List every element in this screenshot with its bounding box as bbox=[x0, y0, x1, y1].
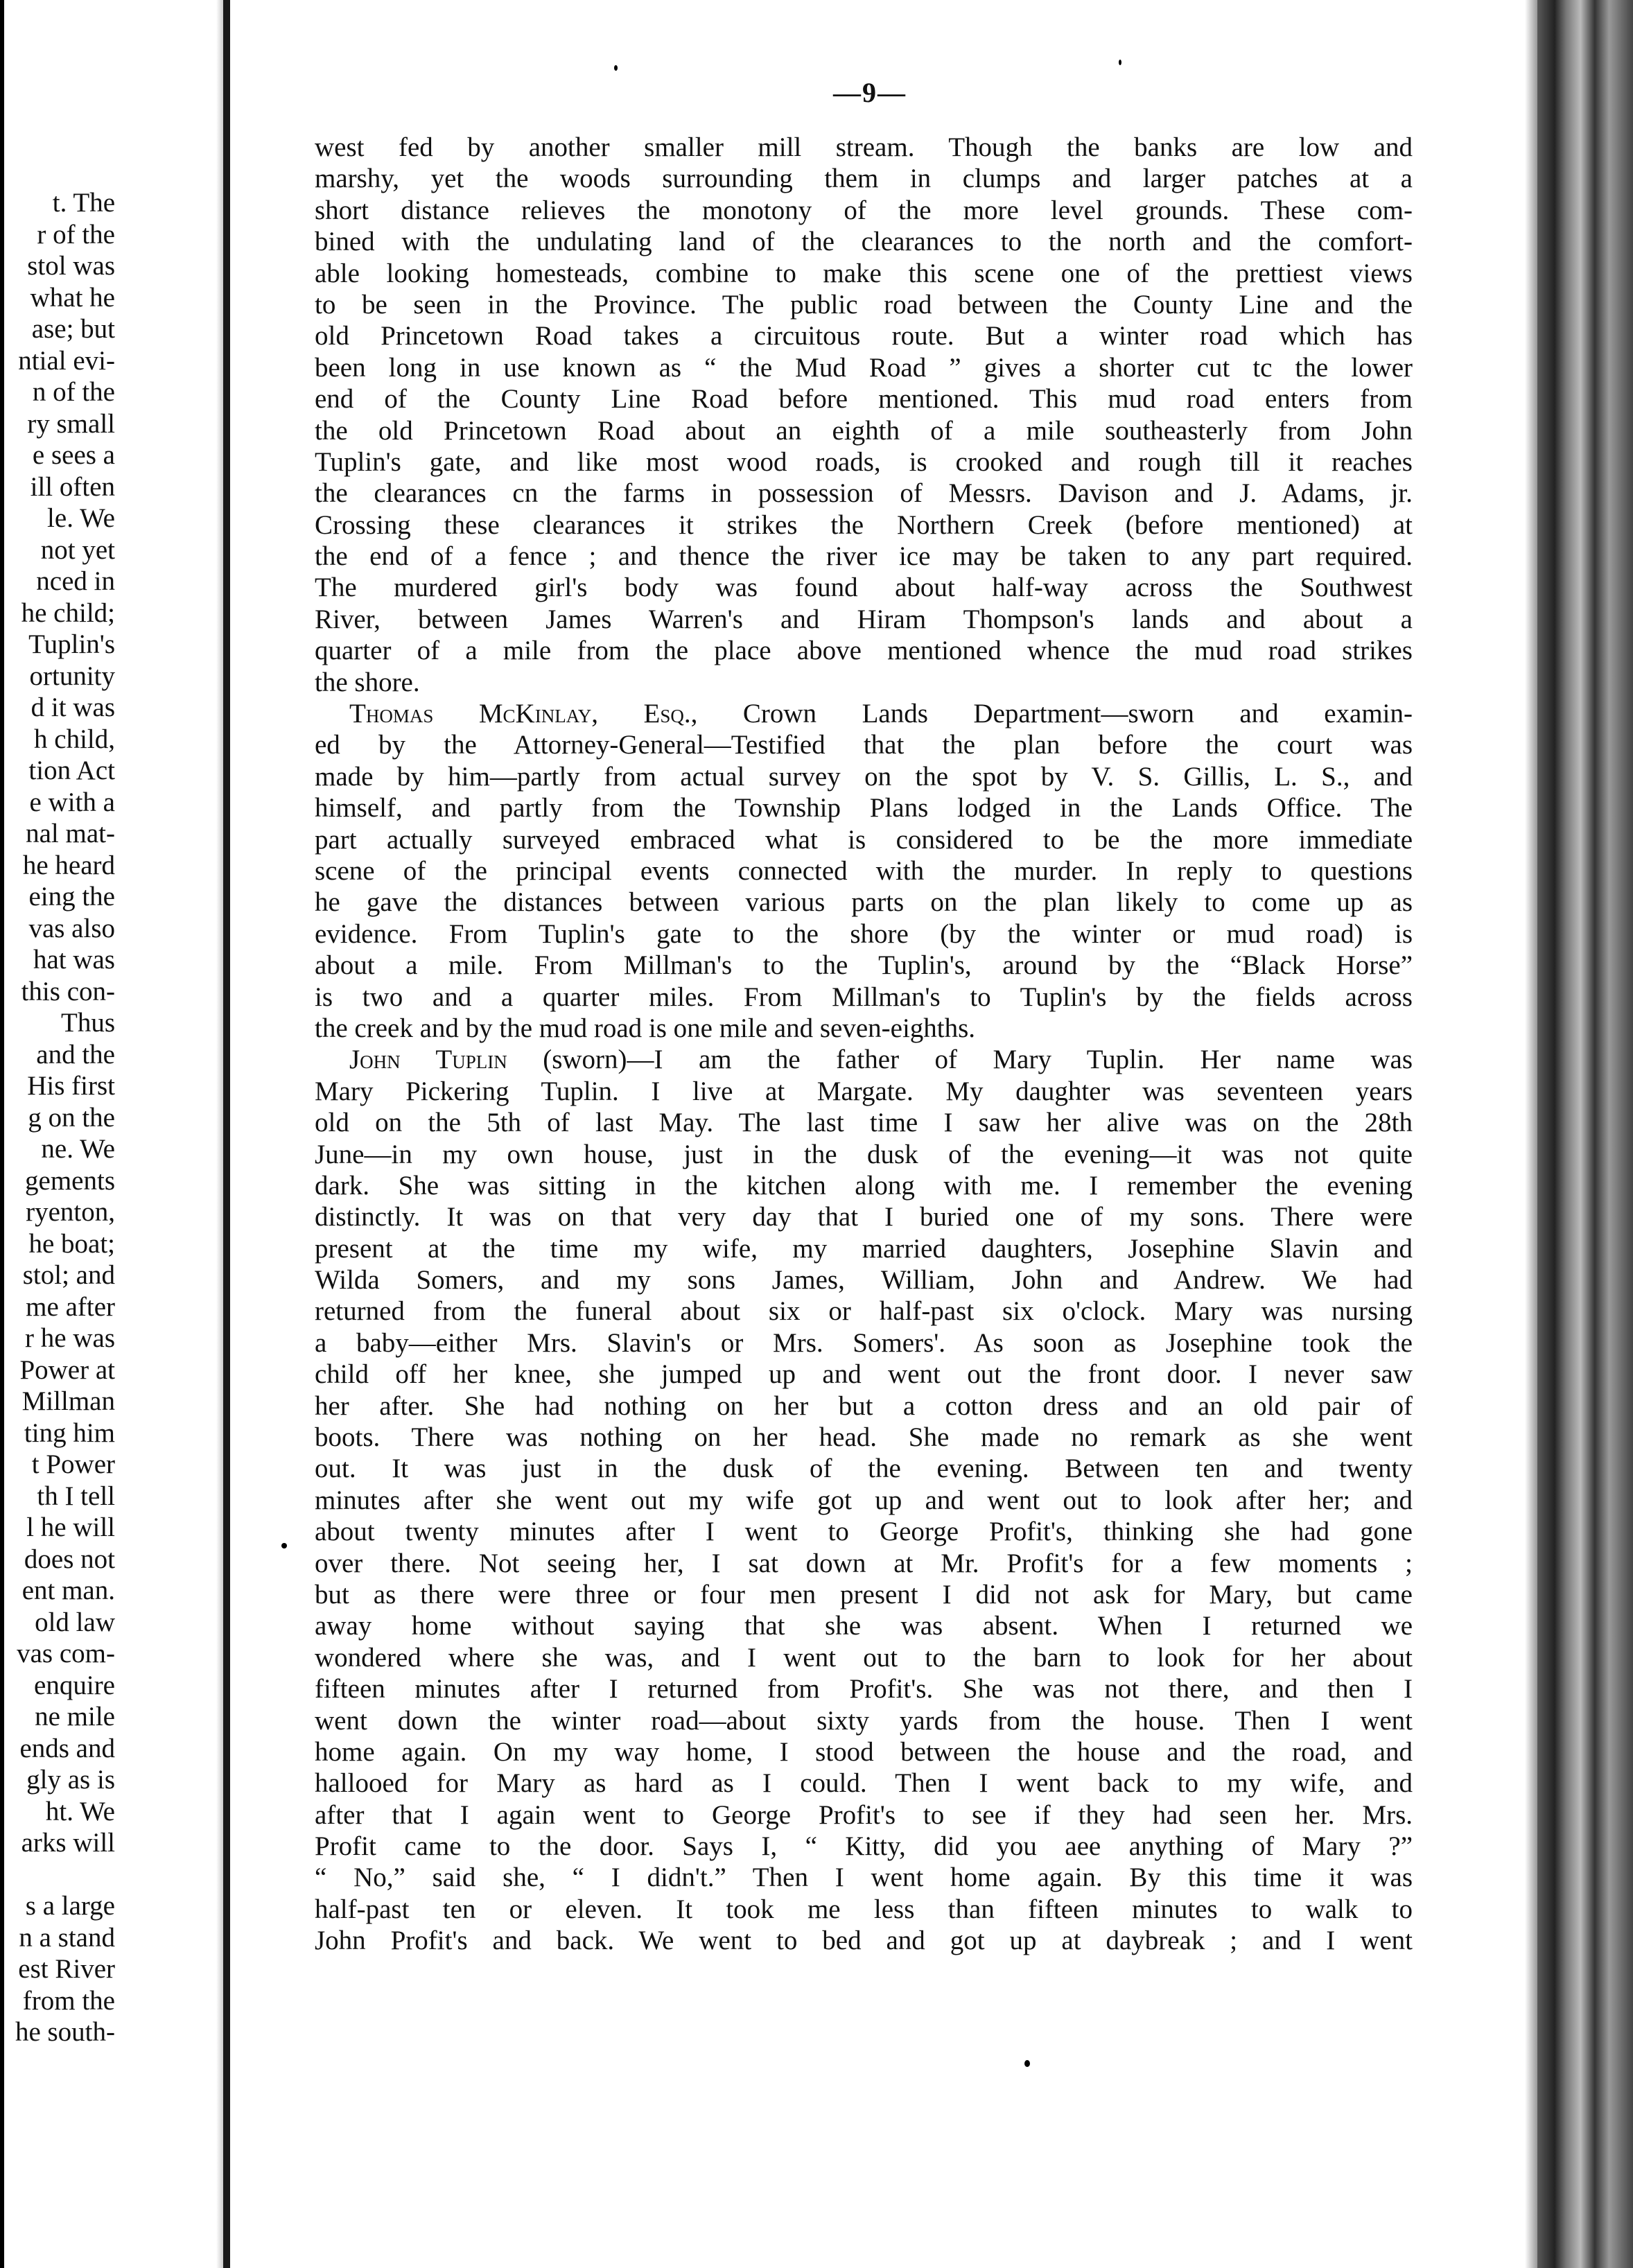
paragraph-tuplin-testimony bbox=[315, 1044, 1413, 1956]
text-line: out. It was just in the dusk of the evening. Between ten and twenty bbox=[315, 1454, 1413, 1484]
text-line: able looking homesteads, combine to make this scene one of the prettiest views bbox=[315, 258, 1413, 288]
witness-name: Thomas McKinlay, bbox=[349, 699, 598, 729]
text-line: Profit came to the door. Says I, “ Kitty, did you aee anything of Mary ?” bbox=[315, 1831, 1413, 1862]
text-line: June—in my own house, just in the dusk of the evening—it was not quite bbox=[315, 1139, 1413, 1169]
text-line: about twenty minutes after I went to George Profit's, thinking she had gone bbox=[315, 1517, 1413, 1547]
text-line: home again. On my way home, I stood between the house and the road, and bbox=[315, 1736, 1413, 1767]
fragment-line: he boat; bbox=[28, 1228, 115, 1259]
fragment-line: t Power bbox=[31, 1449, 115, 1479]
text-line: a baby—either Mrs. Slavin's or Mrs. Somers'. As soon as Josephine took the bbox=[315, 1327, 1413, 1358]
fragment-line: ht. We bbox=[45, 1796, 115, 1826]
fragment-line: vas also bbox=[28, 913, 115, 943]
speck bbox=[614, 65, 618, 71]
fragment-line: tion Act bbox=[28, 756, 115, 785]
page-gutter-shadow bbox=[216, 0, 223, 2268]
witness-title: Esq., bbox=[643, 699, 698, 729]
left-page-fragment bbox=[0, 187, 115, 2048]
fragment-line: e with a bbox=[29, 787, 115, 817]
text-line: Crossing these clearances it strikes the Northern Creek (before mentioned) at bbox=[315, 509, 1413, 540]
text-line: John Profit's and back. We went to bed and got up at daybreak ; and I went bbox=[315, 1926, 1413, 1956]
text-line: old on the 5th of last May. The last time I saw her alive was on the 28th bbox=[315, 1108, 1413, 1138]
fragment-line: le. We bbox=[47, 503, 115, 533]
text-line: away home without saying that she was absent. When I returned we bbox=[315, 1611, 1413, 1641]
fragment-line: from the bbox=[22, 1985, 115, 2016]
text-line: evidence. From Tuplin's gate to the shore (by the winter or mud road) is bbox=[315, 918, 1413, 949]
fragment-line: does not bbox=[24, 1544, 115, 1574]
fragment-line: ends and bbox=[19, 1733, 115, 1763]
fragment-line: he south- bbox=[15, 2017, 115, 2047]
fragment-line: Tuplin's bbox=[28, 629, 115, 659]
text-line bbox=[315, 1044, 1413, 1075]
text-line: boots. There was nothing on her head. She made no remark as she went bbox=[315, 1422, 1413, 1453]
text-line: himself, and partly from the Township Plans lodged in the Lands Office. The bbox=[315, 793, 1413, 823]
text-line: the creek and by the mud road is one mile and seven-eighths. bbox=[315, 1013, 976, 1043]
fragment-line: ill often bbox=[30, 471, 115, 502]
fragment-line: ortunity bbox=[29, 661, 115, 691]
fragment-line: Thus bbox=[61, 1008, 115, 1038]
text-line: half-past ten or eleven. It took me less than fifteen minutes to walk to bbox=[315, 1894, 1413, 1924]
text-line: old Princetown Road takes a circuitous route. But a winter road which has bbox=[315, 321, 1413, 351]
speck bbox=[1024, 2060, 1030, 2067]
fragment-line: l he will bbox=[26, 1512, 115, 1542]
fragment-line: eing the bbox=[28, 882, 115, 911]
text-line: end of the County Line Road before mentioned. This mud road enters from bbox=[315, 384, 1413, 415]
fragment-line: me after bbox=[26, 1291, 115, 1322]
page-gutter bbox=[223, 0, 230, 2268]
text-line: the shore. bbox=[315, 667, 420, 697]
fragment-line: r he was bbox=[25, 1323, 115, 1353]
text-line: River, between James Warren's and Hiram Thompson's lands and about a bbox=[315, 604, 1413, 634]
fragment-line: r of the bbox=[37, 219, 115, 250]
text-line: part actually surveyed embraced what is considered to be the more immediate bbox=[315, 824, 1413, 855]
book-binding bbox=[1537, 0, 1633, 2268]
line-text: (sworn)—I am the father of Mary Tuplin. Her name was bbox=[507, 1045, 1413, 1075]
fragment-line: h child, bbox=[34, 724, 115, 754]
fragment-line: vas com- bbox=[17, 1639, 115, 1668]
witness-name: John Tuplin bbox=[349, 1045, 507, 1075]
fragment-line: and the bbox=[36, 1039, 115, 1070]
fragment-line: est River bbox=[18, 1954, 115, 1984]
text-line: dark. She was sitting in the kitchen along with me. I remember the evening bbox=[315, 1170, 1413, 1201]
fragment-line: ry small bbox=[27, 408, 115, 439]
text-line: after that I again went to George Profit's to see if they had seen her. Mrs. bbox=[315, 1799, 1413, 1830]
fragment-line: what he bbox=[30, 282, 115, 313]
right-page-edge bbox=[1525, 0, 1537, 2268]
text-line: ed by the Attorney-General—Testified that the plan before the court was bbox=[315, 730, 1413, 760]
fragment-line: enquire bbox=[34, 1670, 115, 1700]
text-line: made by him—partly from actual survey on the spot by V. S. Gillis, L. S., and bbox=[315, 761, 1413, 792]
fragment-line: nal mat- bbox=[26, 819, 115, 848]
text-line: marshy, yet the woods surrounding them in clumps and larger patches at a bbox=[315, 164, 1413, 194]
text-line: wondered where she was, and I went out to the barn to look for her about bbox=[315, 1642, 1413, 1673]
fragment-line: g on the bbox=[28, 1102, 115, 1133]
text-line: about a mile. From Millman's to the Tuplin's, around by the “Black Horse” bbox=[315, 950, 1413, 981]
fragment-line: gements bbox=[25, 1165, 115, 1196]
fragment-line bbox=[0, 1859, 115, 1891]
fragment-line: n of the bbox=[32, 377, 115, 407]
paragraph-description bbox=[315, 132, 1413, 698]
fragment-line: hat was bbox=[33, 945, 115, 975]
text-line: present at the time my wife, my married daughters, Josephine Slavin and bbox=[315, 1233, 1413, 1264]
text-line: to be seen in the Province. The public road between the County Line and the bbox=[315, 289, 1413, 320]
fragment-line: stol; and bbox=[22, 1260, 115, 1290]
fragment-line: nced in bbox=[36, 566, 115, 596]
text-line: bined with the undulating land of the clearances to the north and the comfort- bbox=[315, 227, 1413, 257]
text-line: “ No,” said she, “ I didn't.” Then I went home again. By this time it was bbox=[315, 1863, 1413, 1893]
text-line: he gave the distances between various parts on the plan likely to come up as bbox=[315, 887, 1413, 918]
text-line: Tuplin's gate, and like most wood roads, is crooked and rough till it reaches bbox=[315, 446, 1413, 477]
fragment-line: ase; but bbox=[31, 314, 115, 344]
fragment-line: ent man. bbox=[21, 1576, 115, 1605]
fragment-line: Power at bbox=[19, 1354, 115, 1385]
text-line: her after. She had nothing on her but a cotton dress and an old pair of bbox=[315, 1390, 1413, 1421]
text-line: west fed by another smaller mill stream. Though the banks are low and bbox=[315, 132, 1413, 162]
fragment-line: he heard bbox=[22, 850, 115, 880]
text-line: The murdered girl's body was found about half-way across the Southwest bbox=[315, 573, 1413, 603]
text-line: scene of the principal events connected with the murder. In reply to questions bbox=[315, 855, 1413, 886]
text-line: Mary Pickering Tuplin. I live at Margate. My daughter was seventeen years bbox=[315, 1076, 1413, 1106]
text-line: the clearances cn the farms in possession of Messrs. Davison and J. Adams, jr. bbox=[315, 478, 1413, 509]
fragment-line: s a large bbox=[25, 1891, 115, 1921]
page-number: —9— bbox=[833, 77, 907, 108]
fragment-line: not yet bbox=[40, 534, 115, 565]
text-line: fifteen minutes after I returned from Profit's. She was not there, and then I bbox=[315, 1674, 1413, 1704]
text-line: the end of a fence ; and thence the river ice may be taken to any part required. bbox=[315, 541, 1413, 572]
line-text: Crown Lands Department—sworn and examin- bbox=[697, 699, 1413, 729]
text-line: the old Princetown Road about an eighth of a mile southeasterly from John bbox=[315, 415, 1413, 446]
fragment-line: t. The bbox=[52, 188, 115, 218]
fragment-line: ntial evi- bbox=[18, 345, 115, 376]
main-text-column bbox=[315, 132, 1413, 1957]
text-line: returned from the funeral about six or half-past six o'clock. Mary was nursing bbox=[315, 1296, 1413, 1327]
fragment-line: he child; bbox=[21, 597, 115, 628]
fragment-line: e sees a bbox=[32, 440, 115, 470]
fragment-line: arks will bbox=[21, 1828, 115, 1858]
text-line: been long in use known as “ the Mud Road ” gives a shorter cut tc the lower bbox=[315, 352, 1413, 383]
fragment-line: d it was bbox=[30, 692, 115, 722]
text-line bbox=[315, 698, 1413, 729]
text-line: short distance relieves the monotony of the more level grounds. These com- bbox=[315, 195, 1413, 225]
fragment-line: ryenton, bbox=[26, 1197, 115, 1227]
text-line: distinctly. It was on that very day that I buried one of my sons. There were bbox=[315, 1202, 1413, 1232]
fragment-line: old law bbox=[35, 1607, 115, 1637]
fragment-line: n a stand bbox=[19, 1922, 115, 1953]
text-line: hallooed for Mary as hard as I could. Then I went back to my wife, and bbox=[315, 1768, 1413, 1799]
fragment-line: ne mile bbox=[35, 1702, 115, 1731]
paragraph-mckinlay-testimony bbox=[315, 698, 1413, 1044]
text-line: minutes after she went out my wife got up and went out to look after her; and bbox=[315, 1485, 1413, 1515]
text-line: is two and a quarter miles. From Millman's to Tuplin's by the fields across bbox=[315, 982, 1413, 1012]
fragment-line: th I tell bbox=[37, 1481, 115, 1511]
fragment-line: ne. We bbox=[41, 1134, 115, 1164]
fragment-line: stol was bbox=[27, 251, 115, 281]
fragment-line: gly as is bbox=[26, 1765, 115, 1795]
text-line: quarter of a mile from the place above mentioned whence the mud road strikes bbox=[315, 636, 1413, 666]
fragment-line: ting him bbox=[24, 1418, 115, 1448]
text-line: child off her knee, she jumped up and went out the front door. I never saw bbox=[315, 1359, 1413, 1390]
speck bbox=[1119, 60, 1121, 65]
fragment-line: Millman bbox=[21, 1386, 115, 1416]
text-line: Wilda Somers, and my sons James, William, John and Andrew. We had bbox=[315, 1265, 1413, 1296]
text-line: went down the winter road—about sixty yards from the house. Then I went bbox=[315, 1705, 1413, 1736]
speck bbox=[281, 1543, 287, 1549]
text-line: over there. Not seeing her, I sat down at Mr. Profit's for a few moments ; bbox=[315, 1548, 1413, 1578]
fragment-line: this con- bbox=[21, 976, 115, 1006]
fragment-line: His first bbox=[27, 1071, 115, 1101]
text-line: but as there were three or four men present I did not ask for Mary, but came bbox=[315, 1579, 1413, 1610]
